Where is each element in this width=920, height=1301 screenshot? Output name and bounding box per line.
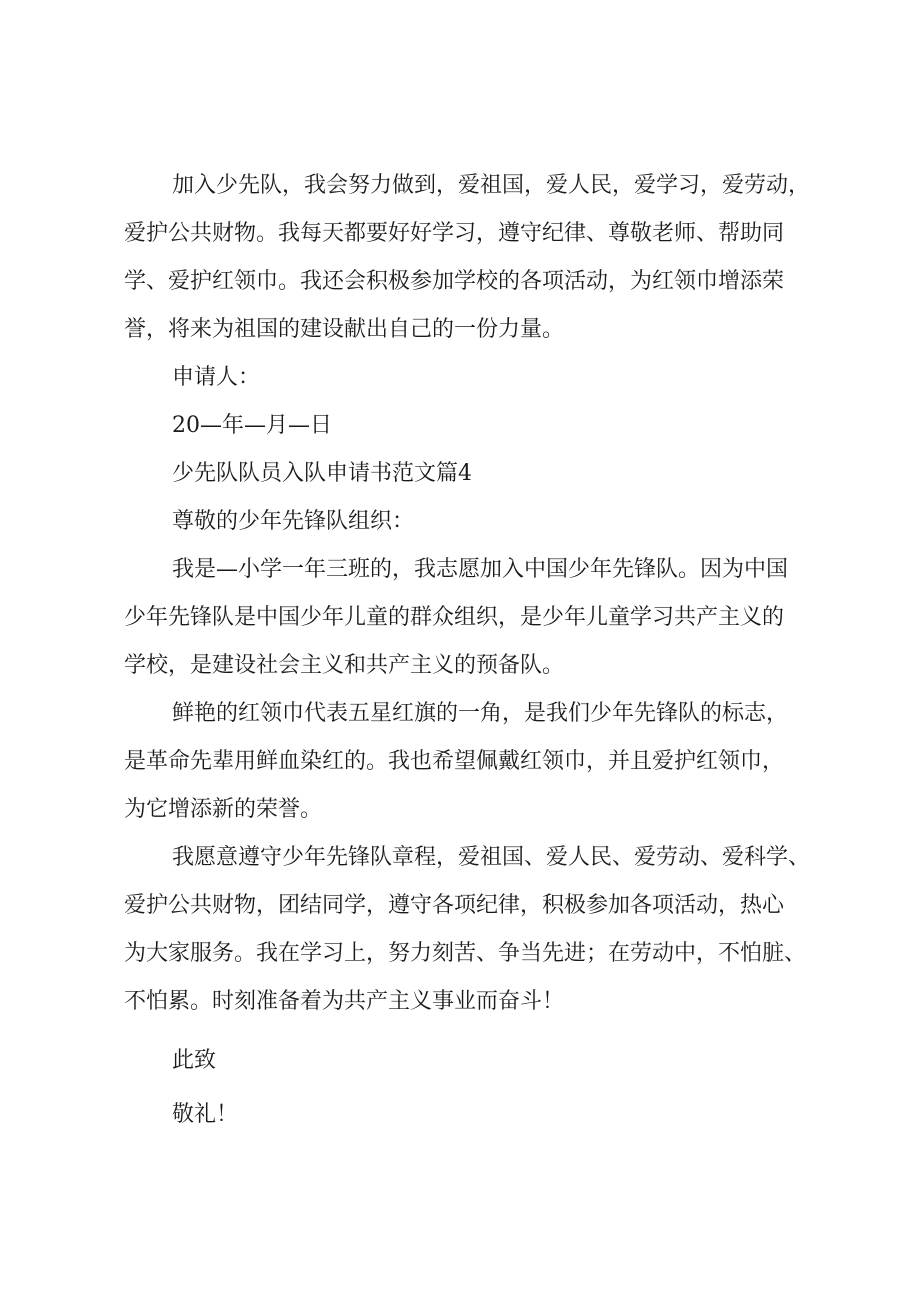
paragraph-2-line-3: 学校，是建设社会主义和共产主义的预备队。 <box>124 653 565 678</box>
salutation: 尊敬的少年先锋队组织： <box>172 509 415 534</box>
applicant-label: 申请人： <box>172 365 261 390</box>
closing-jing-li: 敬礼！ <box>172 1102 239 1127</box>
paragraph-3-line-3: 为它增添新的荣誉。 <box>124 797 323 822</box>
paragraph-3-line-1: 鲜艳的红领巾代表五星红旗的一角，是我们少年先锋队的标志， <box>172 701 789 726</box>
paragraph-4-line-4: 不怕累。时刻准备着为共产主义事业而奋斗！ <box>124 989 565 1014</box>
paragraph-1-line-3: 学、爱护红领巾。我还会积极参加学校的各项活动，为红领巾增添荣 <box>124 269 785 294</box>
date-line: 20—年—月—日 <box>172 413 332 438</box>
paragraph-1-line-1: 加入少先队，我会努力做到，爱祖国，爱人民，爱学习，爱劳动， <box>172 173 811 198</box>
paragraph-1-line-2: 爱护公共财物。我每天都要好好学习，遵守纪律、尊敬老师、帮助同 <box>124 221 785 246</box>
paragraph-2-line-2: 少年先锋队是中国少年儿童的群众组织，是少年儿童学习共产主义的 <box>124 605 785 630</box>
closing-ci-zhi: 此致 <box>172 1048 217 1073</box>
paragraph-1-line-4: 誉，将来为祖国的建设献出自己的一份力量。 <box>124 317 565 342</box>
paragraph-4-line-3: 为大家服务。我在学习上，努力刻苦、争当先进；在劳动中，不怕脏、 <box>124 941 807 966</box>
section-title: 少先队队员入队申请书范文篇4 <box>172 461 472 486</box>
paragraph-3-line-2: 是革命先辈用鲜血染红的。我也希望佩戴红领巾，并且爱护红领巾， <box>124 749 785 774</box>
paragraph-4-line-1: 我愿意遵守少年先锋队章程，爱祖国、爱人民、爱劳动、爱科学、 <box>172 845 811 870</box>
paragraph-4-line-2: 爱护公共财物，团结同学，遵守各项纪律，积极参加各项活动，热心 <box>124 893 785 918</box>
paragraph-2-line-1: 我是—小学一年三班的，我志愿加入中国少年先锋队。因为中国 <box>172 557 789 582</box>
